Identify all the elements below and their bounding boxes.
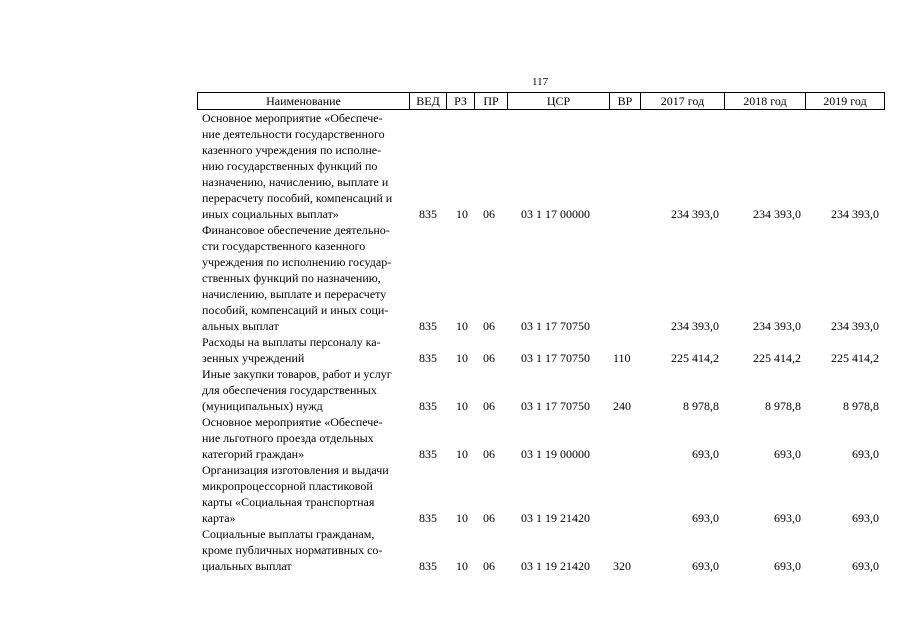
header-vr: ВР <box>609 93 640 109</box>
budget-table <box>197 92 885 574</box>
cell-2017: 693,0 <box>692 447 719 461</box>
table-header <box>197 92 885 110</box>
cell-rz: 10 <box>456 447 468 461</box>
cell-2019: 693,0 <box>852 511 879 525</box>
header-pr: ПР <box>474 93 507 109</box>
page-number: 117 <box>532 76 549 88</box>
cell-ved: 835 <box>419 351 437 365</box>
header-name: Наименование <box>266 94 341 108</box>
cell-ved: 835 <box>419 319 437 333</box>
row-name: Финансовое обеспечение деятельно- сти государственного казенного учреждения по исполнению государ- ственных функций по назначению, начислению, выплате и перерасчету пособий, компенсаций и иных соци- альных выплат <box>202 223 392 333</box>
cell-2017: 8 978,8 <box>683 399 719 413</box>
cell-ved: 835 <box>419 559 437 573</box>
cell-2019: 234 393,0 <box>831 319 879 333</box>
table-row <box>197 414 885 462</box>
table-row <box>197 462 885 526</box>
cell-csr: 03 1 17 70750 <box>521 319 590 333</box>
cell-2019: 234 393,0 <box>831 207 879 221</box>
row-name: Основное мероприятие «Обеспече- ние деятельности государственного казенного учреждения по исполне- нию государственных функций по назначению, начислению, выплате и перерасчету пособий, компенсаций и иных социальных выплат» <box>202 111 393 221</box>
cell-rz: 10 <box>456 511 468 525</box>
row-name: Иные закупки товаров, работ и услуг для обеспечения государственных (муниципальных) нужд <box>202 367 392 413</box>
cell-csr: 03 1 19 00000 <box>521 447 590 461</box>
cell-ved: 835 <box>419 511 437 525</box>
cell-2018: 693,0 <box>774 447 801 461</box>
cell-2018: 234 393,0 <box>753 207 801 221</box>
cell-pr: 06 <box>483 351 495 365</box>
row-name: Социальные выплаты гражданам, кроме публичных нормативных со- циальных выплат <box>202 527 383 573</box>
cell-pr: 06 <box>483 447 495 461</box>
header-2017: 2017 год <box>640 93 724 109</box>
cell-2019: 225 414,2 <box>831 351 879 365</box>
cell-rz: 10 <box>456 207 468 221</box>
row-name: Расходы на выплаты персоналу ка- зенных учреждений <box>202 335 381 365</box>
cell-pr: 06 <box>483 511 495 525</box>
cell-ved: 835 <box>419 399 437 413</box>
cell-2019: 8 978,8 <box>843 399 879 413</box>
cell-ved: 835 <box>419 207 437 221</box>
cell-rz: 10 <box>456 399 468 413</box>
cell-csr: 03 1 19 21420 <box>521 511 590 525</box>
cell-vr: 110 <box>613 351 631 365</box>
header-ved: ВЕД <box>409 93 446 109</box>
table-row <box>197 110 885 222</box>
cell-pr: 06 <box>483 319 495 333</box>
cell-2018: 225 414,2 <box>753 351 801 365</box>
table-row <box>197 526 885 574</box>
table-row <box>197 334 885 366</box>
header-2018: 2018 год <box>724 93 805 109</box>
cell-2017: 693,0 <box>692 559 719 573</box>
cell-vr: 240 <box>613 399 631 413</box>
table-row <box>197 222 885 334</box>
cell-2017: 234 393,0 <box>671 319 719 333</box>
header-2019: 2019 год <box>805 93 884 109</box>
row-name: Основное мероприятие «Обеспече- ние льготного проезда отдельных категорий граждан» <box>202 415 383 461</box>
cell-csr: 03 1 19 21420 <box>521 559 590 573</box>
header-csr: ЦСР <box>507 93 609 109</box>
cell-2018: 693,0 <box>774 511 801 525</box>
cell-rz: 10 <box>456 319 468 333</box>
cell-2018: 693,0 <box>774 559 801 573</box>
cell-rz: 10 <box>456 559 468 573</box>
cell-pr: 06 <box>483 207 495 221</box>
cell-pr: 06 <box>483 399 495 413</box>
cell-csr: 03 1 17 00000 <box>521 207 590 221</box>
cell-2019: 693,0 <box>852 559 879 573</box>
cell-2017: 225 414,2 <box>671 351 719 365</box>
cell-2017: 693,0 <box>692 511 719 525</box>
cell-csr: 03 1 17 70750 <box>521 351 590 365</box>
cell-2017: 234 393,0 <box>671 207 719 221</box>
table-row <box>197 366 885 414</box>
cell-2018: 234 393,0 <box>753 319 801 333</box>
cell-2019: 693,0 <box>852 447 879 461</box>
row-name: Организация изготовления и выдачи микропроцессорной пластиковой карты «Социальная транспортная карта» <box>202 463 389 525</box>
cell-ved: 835 <box>419 447 437 461</box>
cell-pr: 06 <box>483 559 495 573</box>
cell-vr: 320 <box>613 559 631 573</box>
cell-2018: 8 978,8 <box>765 399 801 413</box>
cell-csr: 03 1 17 70750 <box>521 399 590 413</box>
header-rz: РЗ <box>446 93 474 109</box>
cell-rz: 10 <box>456 351 468 365</box>
